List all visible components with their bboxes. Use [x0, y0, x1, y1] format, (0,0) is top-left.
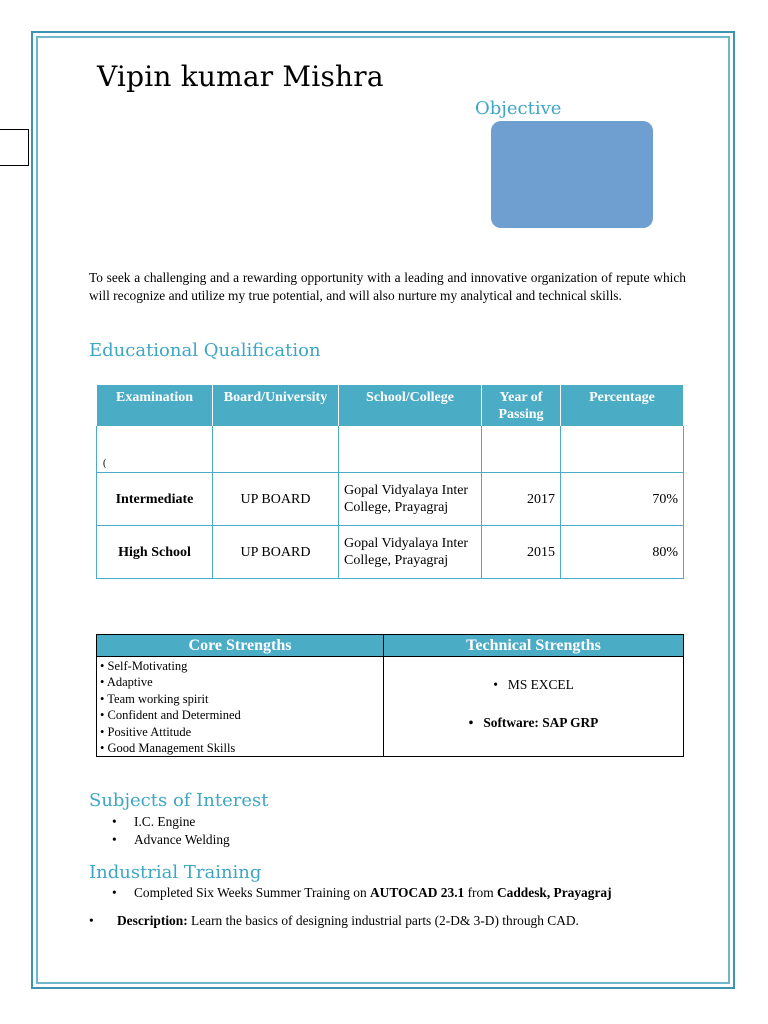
stray-char: ( [103, 458, 107, 469]
subjects-list [112, 813, 230, 849]
photo-placeholder [491, 121, 653, 228]
bullet-icon: • [468, 715, 474, 730]
list-item: • I.C. Engine [112, 813, 230, 831]
core-strengths-list [100, 658, 380, 756]
col-percentage: Percentage [561, 386, 684, 426]
description-text: Learn the basics of designing industrial parts (2-D& 3-D) through CAD. [187, 913, 579, 928]
cell-year: 2017 [482, 473, 561, 526]
training-text: Completed Six Weeks Summer Training on [134, 885, 370, 900]
list-item: • Self-Motivating [100, 658, 380, 674]
list-item [387, 715, 680, 731]
technical-strength-label: MS EXCEL [507, 677, 574, 692]
cell-percentage: 70% [561, 473, 684, 526]
bullet-icon: • [493, 677, 498, 692]
list-item [112, 884, 612, 902]
col-examination: Examination [97, 386, 213, 426]
candidate-name: Vipin kumar Mishra [97, 60, 384, 93]
cell-year: 2015 [482, 526, 561, 579]
list-item: • Confident and Determined [100, 707, 380, 723]
table-cell [482, 426, 561, 473]
table-cell [339, 426, 482, 473]
training-list [112, 884, 612, 902]
strengths-table [96, 634, 684, 757]
cell-exam: Intermediate [97, 473, 213, 526]
list-item: • Adaptive [100, 674, 380, 690]
technical-strengths-heading: Technical Strengths [384, 635, 684, 657]
table-cell [97, 426, 213, 473]
education-heading: Educational Qualification [89, 340, 321, 361]
subjects-heading: Subjects of Interest [89, 790, 269, 811]
training-description [89, 913, 579, 929]
bullet-icon: • [89, 913, 94, 928]
strengths-row [97, 657, 684, 757]
description-label: Description: [117, 913, 188, 928]
table-cell [561, 426, 684, 473]
technical-strength-label: Software: SAP GRP [483, 715, 599, 730]
cell-percentage: 80% [561, 526, 684, 579]
table-row [97, 473, 684, 526]
col-year: Year of Passing [482, 386, 561, 426]
technical-strengths-cell [384, 657, 684, 757]
cell-board: UP BOARD [213, 526, 339, 579]
list-item: • Team working spirit [100, 691, 380, 707]
list-item [387, 677, 680, 693]
training-text: from [464, 885, 497, 900]
training-heading: Industrial Training [89, 862, 262, 883]
objective-text: To seek a challenging and a rewarding opportunity with a leading and innovative organization of repute which will recognize and utilize my true potential, and will also nurture my analytical and technical skills. [89, 270, 686, 303]
list-item: • Advance Welding [112, 831, 230, 849]
cell-school: Gopal Vidyalaya Inter College, Prayagraj [339, 526, 482, 579]
education-table [96, 385, 684, 579]
cell-school: Gopal Vidyalaya Inter College, Prayagraj [339, 473, 482, 526]
table-row-empty [97, 426, 684, 473]
stray-text-box [0, 129, 29, 166]
list-item: • Good Management Skills [100, 740, 380, 756]
training-place: Caddesk, Prayagraj [496, 885, 612, 900]
strengths-header-row [97, 635, 684, 657]
col-school: School/College [339, 386, 482, 426]
col-board: Board/University [213, 386, 339, 426]
cell-board: UP BOARD [213, 473, 339, 526]
core-strengths-cell [97, 657, 384, 757]
table-cell [213, 426, 339, 473]
training-course: AUTOCAD 23.1 [370, 885, 465, 900]
core-strengths-heading: Core Strengths [97, 635, 384, 657]
cell-exam: High School [97, 526, 213, 579]
list-item: • Positive Attitude [100, 724, 380, 740]
objective-heading: Objective [475, 98, 562, 119]
table-row [97, 526, 684, 579]
education-header-row [97, 386, 684, 426]
